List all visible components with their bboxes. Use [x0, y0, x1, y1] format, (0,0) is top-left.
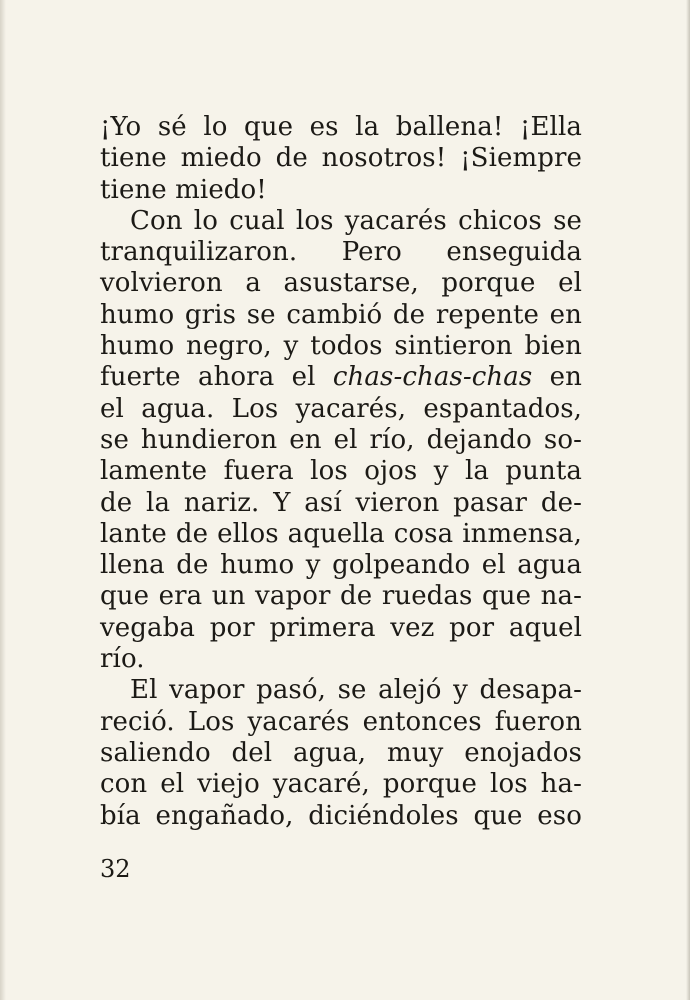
text-line: tranquilizaron. Pero enseguida — [100, 237, 582, 268]
text-line: Con lo cual los yacarés chicos se — [130, 205, 582, 236]
text-run: en — [532, 362, 582, 393]
text-line: tiene miedo de nosotros! ¡Siempre — [100, 143, 582, 174]
text-line: humo gris se cambió de repente en — [100, 299, 582, 330]
text-line: el agua. Los yacarés, espantados, — [100, 393, 582, 424]
page-edge-right — [686, 0, 690, 1000]
page-number: 32 — [100, 855, 131, 883]
text-line: lamente fuera los ojos y la punta — [100, 456, 582, 487]
body-text — [100, 112, 582, 832]
text-line: llena de humo y golpeando el agua — [100, 550, 582, 581]
text-line: El vapor pasó, se alejó y desapa- — [130, 675, 582, 706]
text-line: de la nariz. Y así vieron pasar de- — [100, 487, 582, 518]
page-edge-left — [0, 0, 6, 1000]
text-line: con el viejo yacaré, porque los ha- — [100, 769, 582, 800]
text-line: humo negro, y todos sintieron bien — [100, 331, 582, 362]
text-line: saliendo del agua, muy enojados — [100, 737, 582, 768]
emphasized-text: chas-chas-chas — [332, 362, 533, 393]
text-line: que era un vapor de ruedas que na- — [100, 581, 582, 612]
text-line: ¡Yo sé lo que es la ballena! ¡Ella — [100, 112, 582, 142]
text-line: río. — [100, 644, 145, 675]
text-line — [100, 362, 582, 393]
text-line: vegaba por primera vez por aquel — [100, 612, 582, 643]
text-line: lante de ellos aquella cosa inmensa, — [100, 518, 582, 549]
text-line: reció. Los yacarés entonces fueron — [100, 706, 582, 737]
text-line: tiene miedo! — [100, 174, 267, 205]
text-line: bía engañado, diciéndoles que eso — [100, 800, 582, 831]
text-line: volvieron a asustarse, porque el — [100, 268, 582, 299]
text-line: se hundieron en el río, dejando so- — [100, 424, 582, 455]
text-run: fuerte ahora el — [100, 362, 333, 393]
